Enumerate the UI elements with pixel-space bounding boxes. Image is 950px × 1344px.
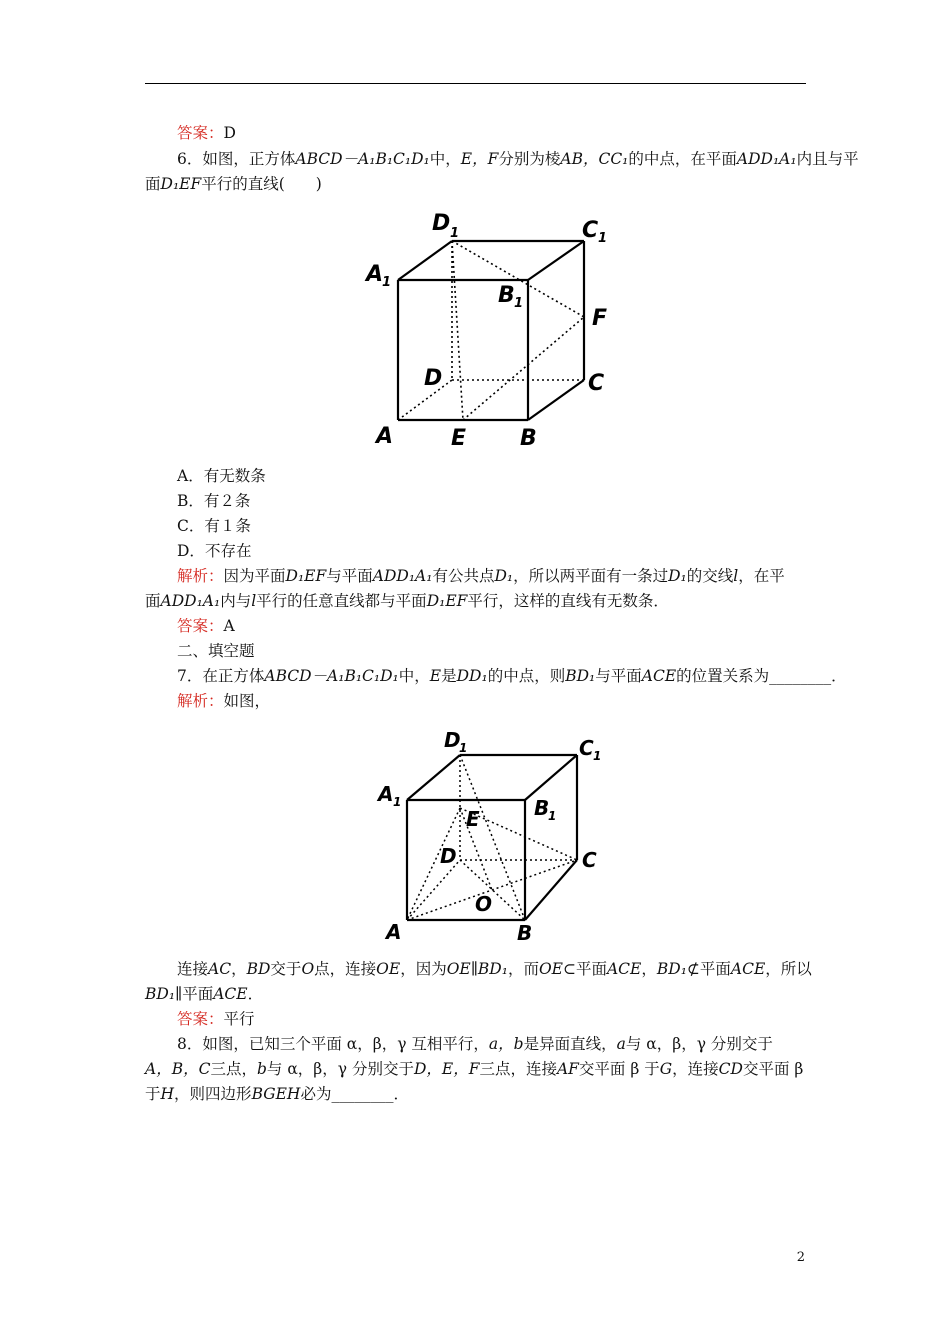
cube-figure-2	[372, 725, 612, 950]
label-a: A	[386, 920, 402, 944]
label-d1: D	[444, 728, 461, 752]
label-o: O	[475, 892, 493, 916]
segment-e-f	[463, 317, 584, 420]
answer-5: 答案：D	[177, 124, 236, 142]
label-e: E	[451, 426, 467, 451]
label-d1: D	[432, 211, 451, 236]
question-7: 7．在正方体ABCD－A₁B₁C₁D₁中，E是DD₁的中点，则BD₁与平面ACE的位置关系为________．	[177, 667, 847, 685]
edge-b1-c1	[525, 755, 577, 800]
question-6-line-1: 6．如图，正方体ABCD－A₁B₁C₁D₁中，E，F分别为棱AB，CC₁的中点，在平面ADD₁A₁内且与平	[177, 150, 859, 168]
label-c1-sub: 1	[593, 749, 602, 763]
label-a: A	[376, 424, 394, 449]
solution-7: 解析：如图，	[177, 692, 271, 710]
label-b1-sub: 1	[514, 296, 524, 311]
option-b: B．有２条	[177, 492, 251, 510]
question-8-line-1: 8．如图，已知三个平面 α，β，γ 互相平行，a，b是异面直线，a与 α，β，γ 分别交于	[177, 1035, 773, 1053]
label-f: F	[592, 306, 608, 331]
page-number: 2	[796, 1250, 805, 1265]
label-a1: A	[378, 782, 394, 806]
cube-figure-1	[360, 205, 620, 455]
label-c1-sub: 1	[598, 231, 608, 246]
solution-6-line-1: 解析：因为平面D₁EF与平面ADD₁A₁有公共点D₁，所以两平面有一条过D₁的交线l，在平	[177, 567, 785, 585]
edge-b-c	[528, 380, 584, 420]
label-b1: B	[534, 796, 550, 820]
question-8-line-2: A，B，C三点，b与 α，β，γ 分别交于D，E，F三点，连接AF交平面 β 于G，连接CD交平面 β	[145, 1060, 804, 1078]
label-e: E	[466, 807, 480, 831]
answer-6: 答案：A	[177, 617, 235, 635]
label-b: B	[520, 426, 537, 451]
question-8-line-3: 于H，则四边形BGEH必为________．	[145, 1085, 409, 1103]
edge-a1-d1	[398, 241, 452, 280]
label-a1-sub: 1	[382, 275, 392, 290]
question-6-line-2: 面D₁EF平行的直线( )	[145, 175, 322, 193]
label-c1: C	[579, 736, 594, 760]
hidden-edge-a-d	[407, 860, 460, 920]
explanation-7-line-2: BD₁∥平面ACE．	[145, 985, 264, 1003]
solution-6-line-2: 面ADD₁A₁内与l平行的任意直线都与平面D₁EF平行，这样的直线有无数条．	[145, 592, 669, 610]
answer-7: 答案：平行	[177, 1010, 255, 1028]
explanation-7-line-1: 连接AC，BD交于O点，连接OE，因为OE∥BD₁，而OE⊂平面ACE，BD₁⊄平面ACE，所以	[177, 960, 812, 978]
label-d: D	[440, 844, 457, 868]
segment-d1-e	[452, 241, 463, 420]
label-b1-sub: 1	[548, 809, 557, 823]
label-c1: C	[582, 218, 599, 243]
option-d: D．不存在	[177, 542, 252, 560]
segment-d1-b	[460, 755, 525, 920]
section-heading: 二、填空题	[177, 642, 255, 660]
label-a1: A	[366, 262, 384, 287]
label-d: D	[424, 366, 443, 391]
label-c: C	[582, 848, 597, 872]
label-b: B	[517, 921, 533, 945]
header-rule	[145, 83, 806, 84]
option-c: C．有１条	[177, 517, 251, 535]
label-a1-sub: 1	[393, 795, 402, 809]
label-c: C	[588, 371, 605, 396]
label-d1-sub: 1	[459, 741, 468, 755]
edge-a1-d1	[407, 755, 460, 800]
label-d1-sub: 1	[450, 226, 460, 241]
option-a: A．有无数条	[177, 467, 266, 485]
label-b1: B	[498, 283, 515, 308]
edge-b1-c1	[528, 241, 584, 280]
edge-b-c	[525, 860, 577, 920]
